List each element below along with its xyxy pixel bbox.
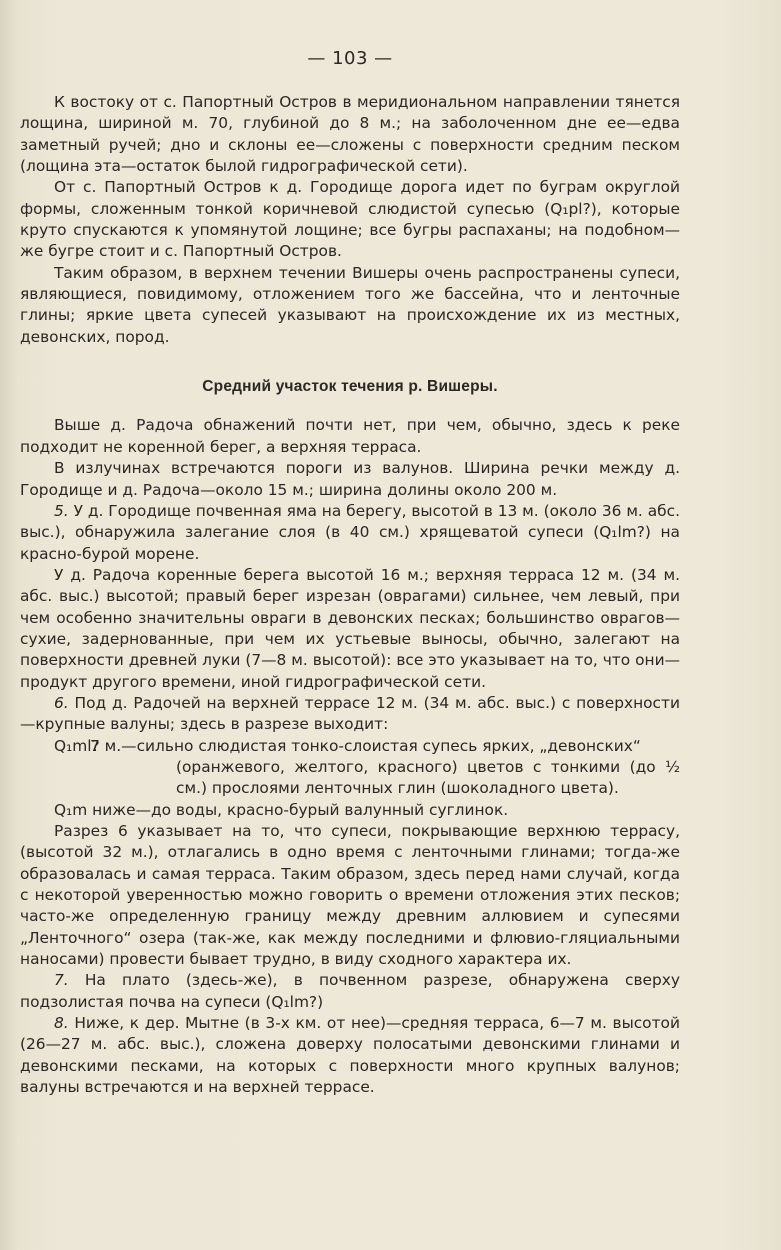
paragraph: Выше д. Радоча обнажений почти нет, при чем, обычно, здесь к реке подходит не коренной берег, а верхняя терраса. bbox=[20, 416, 680, 456]
paragraph: Разрез 6 указывает на то, что супеси, покрывающие верхнюю террасу, (высотой 32 м.), отлагались в одно время с ленточными глинами; тогда-же образовалась и самая терраса. Таким образом, здесь перед нами случай, когда с некоторой уверенностью можно говорить о времени отложения этих песков; часто-же определенную границу между древним аллювием и супесями „Ленточного“ озера (так-же, как между последними и флювио-гляциальными наносами) провести бывает трудно, в виду сходного характера их. bbox=[20, 822, 680, 969]
numbered-paragraph bbox=[20, 693, 680, 736]
paragraph-number: 5. bbox=[54, 501, 69, 520]
paragraph-number: 8. bbox=[54, 1014, 69, 1033]
paragraph-text: Под д. Радочей на верхней террасе 12 м. (34 м. абс. выс.) с поверхности—крупные валуны; здесь в разрезе выходит: bbox=[20, 693, 680, 734]
paragraph-text: Ниже, к дер. Мытне (в 3-х км. от нее)—средняя терраса, 6—7 м. высотой (26—27 м. абс. выс.), сложена доверху полосатыми девонскими глинами и девонскими песками, на которых с поверхности много крупных валунов; валуны встречаются и на верхней террасе. bbox=[20, 1014, 680, 1097]
layer-row bbox=[20, 736, 680, 757]
paragraph: От с. Папортный Остров к д. Городище дорога идет по буграм округлой формы, сложенным тонкой коричневой слюдистой супесью (Q₁pl?), которые круто спускаются к упомянутой лощине; все бугры распаханы; на подобном—же бугре стоит и с. Папортный Остров. bbox=[20, 178, 680, 261]
paragraph: Q₁m ниже—до воды, красно-бурый валунный суглинок. bbox=[54, 800, 509, 819]
numbered-paragraph bbox=[20, 501, 680, 565]
section-layer-description bbox=[20, 736, 680, 800]
paragraph: Таким образом, в верхнем течении Вишеры очень распространены супеси, являющиеся, повидимому, отложением того же бассейна, что и ленточные глины; яркие цвета супесей указывают на происхождение их из местных, девонских, пород. bbox=[20, 263, 680, 346]
paragraph-number: 6. bbox=[54, 693, 69, 712]
paragraph: В излучинах встречаются пороги из валунов. Ширина речки между д. Городище и д. Радоча—около 15 м.; ширина долины около 200 м. bbox=[20, 459, 680, 499]
layer-text-continued: (оранжевого, желтого, красного) цветов с тонкими (до ½ см.) прослоями ленточных глин (шоколадного цвета). bbox=[176, 757, 680, 798]
paragraph: У д. Радоча коренные берега высотой 16 м.; верхняя терраса 12 м. (34 м. абс. выс.) высотой; правый берег изрезан (оврагами) сильнее, чем левый, при чем особенно значительны овраги в девонских песках; большинство оврагов—сухие, задернованные, при чем их устьевые выносы, обычно, залегают на поверхности древней луки (7—8 м. высотой): все это указывает на то, что они—продукт другого времени, иной гидрографической сети. bbox=[20, 565, 680, 691]
section-heading: Средний участок течения р. Вишеры. bbox=[202, 378, 498, 396]
paragraph-text: На плато (здесь-же), в почвенном разрезе, обнаружена сверху подзолистая почва на супеси (Q₁lm?) bbox=[20, 971, 680, 1011]
paragraph: К востоку от с. Папортный Остров в меридиональном направлении тянется лощина, шириной м. 70, глубиной до 8 м.; на заболоченном дне ее—едва заметный ручей; дно и склоны ее—сложены с поверхности средним песком (лощина эта—остаток былой гидрографической сети). bbox=[20, 93, 680, 176]
layer-index: Q₁ml? bbox=[54, 736, 100, 755]
paragraph-number: 7. bbox=[54, 971, 69, 990]
layer-text: 7 м.—сильно слюдистая тонко-слоистая супесь ярких, „девонских“ bbox=[90, 736, 641, 755]
page-number: — 103 — bbox=[307, 48, 393, 69]
numbered-paragraph bbox=[20, 970, 680, 1013]
page-body bbox=[20, 92, 680, 1098]
paragraph-text: У д. Городище почвенная яма на берегу, высотой в 13 м. (около 36 м. абс. выс.), обнаружила залегание слоя (в 40 см.) хрящеватой супеси (Q₁lm?) на красно-бурой морене. bbox=[20, 501, 680, 563]
numbered-paragraph bbox=[20, 1013, 680, 1098]
